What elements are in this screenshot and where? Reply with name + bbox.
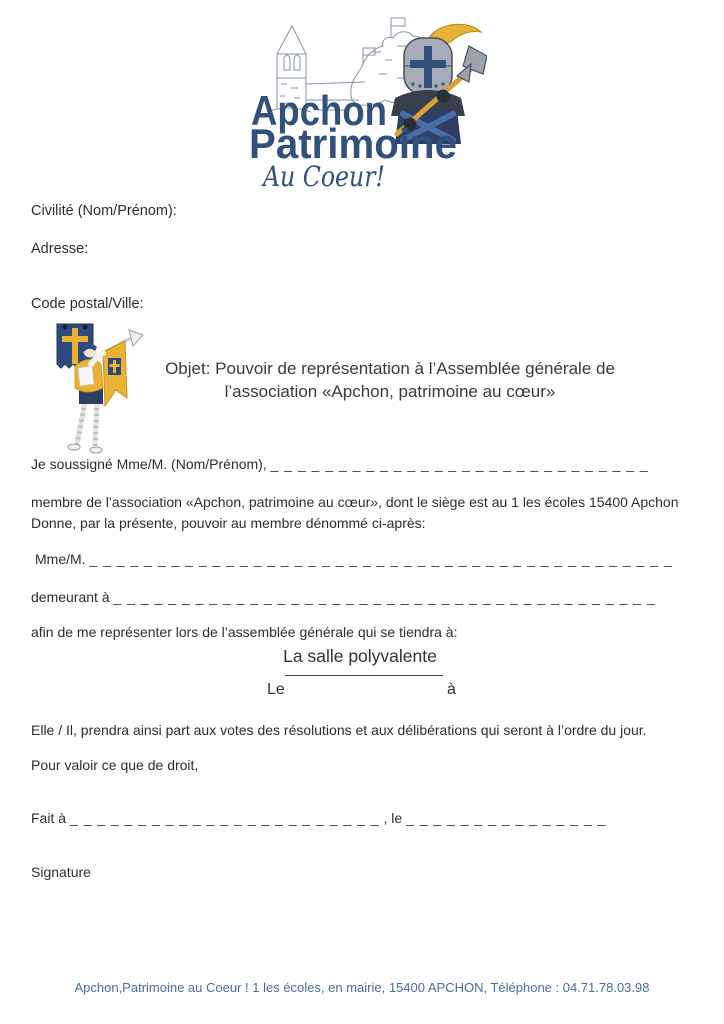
logo-title-line2: Patrimoine (249, 120, 457, 167)
fait-a-text: Fait à (31, 810, 67, 826)
membre-line1: membre de l’association «Apchon, patrimoine au cœur», dont le siège est au 1 les écoles 15400 Apchon (31, 494, 679, 510)
civility-label: Civilité (Nom/Prénom): (31, 203, 177, 219)
soussigne-text: Je soussigné Mme/M. (Nom/Prénom), (31, 456, 267, 472)
object-heading-line2: l’association «Apchon, patrimoine au cœur» (224, 382, 556, 401)
membre-line2: Donne, par la présente, pouvoir au membre dénommé ci-après: (31, 515, 426, 531)
address-label: Adresse: (31, 241, 89, 257)
demeurant-text: demeurant à (31, 589, 110, 605)
mandataire-blank-field[interactable]: _ _ _ _ _ _ _ _ _ _ _ _ _ _ _ _ _ _ _ _ _ _ _ _ _ _ _ _ _ _ _ _ _ _ _ _ _ _ _ _ _ _ _ (89, 551, 673, 567)
soussigne-line (31, 456, 649, 472)
date-prefix: Le (267, 681, 285, 698)
logo-title-line1: Apchon (251, 87, 387, 134)
at-word: à (447, 681, 456, 698)
afin-line: afin de me représenter lors de l’assemblée générale qui se tiendra à: (31, 624, 458, 640)
fait-a-place-blank[interactable]: _ _ _ _ _ _ _ _ _ _ _ _ _ _ _ _ _ _ _ _ _ _ _ (69, 810, 380, 826)
demeurant-line (31, 589, 656, 605)
pour-valoir-line: Pour valoir ce que de droit, (31, 757, 199, 773)
logo-illustration (247, 12, 487, 195)
demeurant-blank-field[interactable]: _ _ _ _ _ _ _ _ _ _ _ _ _ _ _ _ _ _ _ _ _ _ _ _ _ _ _ _ _ _ _ _ _ _ _ _ _ _ _ _ (113, 589, 656, 605)
mandataire-text: Mme/M. (35, 551, 86, 567)
logo-tagline: Au Coeur! (260, 160, 385, 193)
object-heading-line1: Objet: Pouvoir de représentation à l’Assemblée générale de (165, 359, 615, 378)
signature-label: Signature (31, 864, 91, 880)
venue-name: La salle polyvalente (283, 646, 437, 666)
object-heading (120, 357, 660, 403)
footer-contact-line: Apchon,Patrimoine au Coeur ! 1 les écoles, en mairie, 15400 APCHON, Téléphone : 04.71.78.03.98 (74, 980, 650, 995)
fait-a-date-blank[interactable]: _ _ _ _ _ _ _ _ _ _ _ _ _ _ _ (406, 810, 607, 826)
fait-a-le-text: , le (383, 810, 403, 826)
mandataire-line (35, 551, 673, 567)
postal-city-label: Code postal/Ville: (31, 296, 144, 312)
fait-a-line (31, 810, 606, 826)
association-logo (247, 12, 487, 195)
venue-underline (285, 675, 443, 676)
votes-line: Elle / Il, prendra ainsi part aux votes des résolutions et aux délibérations qui seront à l’ordre du jour. (31, 722, 647, 738)
soussigne-blank-field[interactable]: _ _ _ _ _ _ _ _ _ _ _ _ _ _ _ _ _ _ _ _ _ _ _ _ _ _ _ _ (270, 456, 649, 472)
